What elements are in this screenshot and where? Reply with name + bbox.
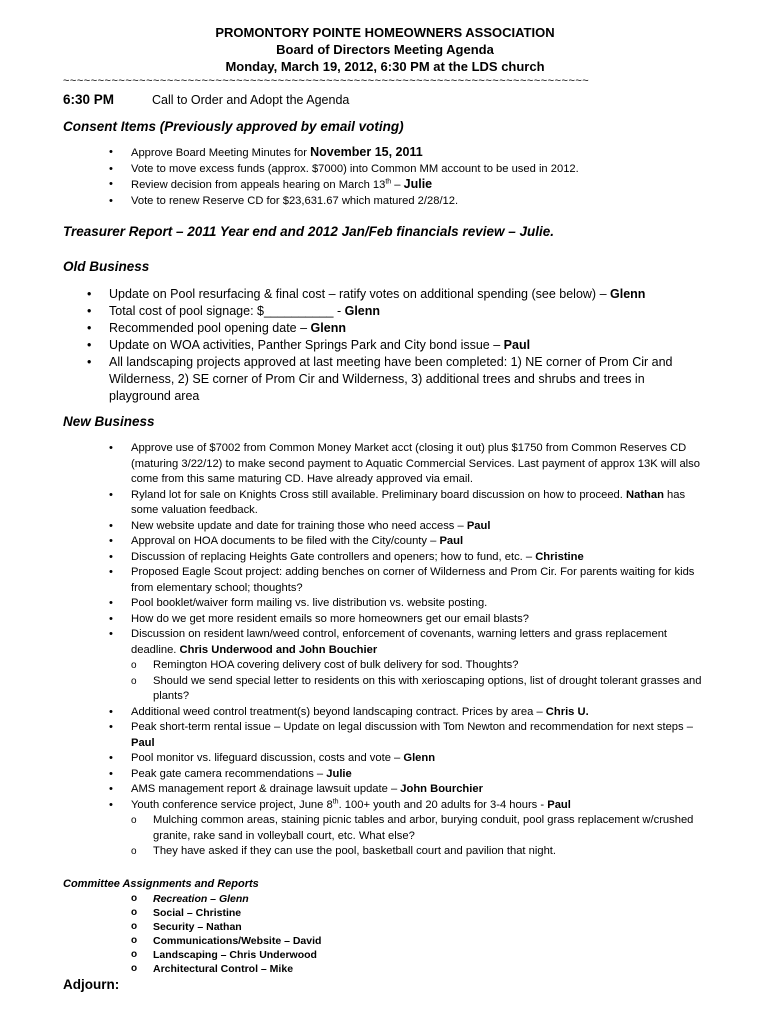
item-owner: November 15, 2011 <box>310 145 423 159</box>
committees-list <box>153 892 553 976</box>
sub-list-item: o Mulching common areas, staining picnic tables and arbor, burying conduit, pool grass replacement w/crushed granite, rake sand in volleyball court, etc. What else? <box>153 813 711 844</box>
item-owner: Julie <box>326 767 352 780</box>
committee-item <box>153 920 553 934</box>
item-text: Review decision from appeals hearing on March 13 <box>131 179 386 191</box>
item-owner: Glenn <box>344 304 381 318</box>
treasurer-heading: Treasurer Report – 2011 Year end and 2012 Jan/Feb financials review – Julie. <box>63 224 554 239</box>
new-business-item <box>131 751 711 767</box>
consent-item <box>131 145 731 162</box>
item-owner: Paul <box>547 798 571 811</box>
new-business-item <box>131 767 711 783</box>
item-text: Youth conference service project, June 8 <box>131 798 333 811</box>
committee-item <box>153 962 553 976</box>
old-business-item <box>109 286 709 303</box>
old-business-item <box>109 303 709 320</box>
committees-heading: Committee Assignments and Reports <box>63 878 259 890</box>
item-owner: John Bourchier <box>400 783 483 795</box>
new-business-item <box>131 534 711 550</box>
committee-text: Architectural Control – Mike <box>153 963 294 975</box>
item-superscript: th <box>332 797 339 805</box>
item-text: All landscaping projects approved at last meeting have been completed: 1) NE corner of Prom Cir and Wilderness, 2) SE corner of Prom Cir and Wilderness, 3) additional trees and shrubs and trees in playground area <box>109 355 673 403</box>
old-business-heading: Old Business <box>63 259 150 274</box>
item-text: Vote to move excess funds (approx. $7000) into Common MM account to be used in 2012. <box>131 162 579 175</box>
new-business-item <box>131 565 711 596</box>
item-text: has some valuation feedback. <box>131 488 686 516</box>
consent-item <box>131 177 731 194</box>
item-text: Discussion on resident lawn/weed control, enforcement of covenants, warning letters and grass replacement deadline. <box>131 628 668 656</box>
item-owner: Paul <box>131 736 155 749</box>
new-business-item <box>131 798 711 860</box>
item-text: Peak short-term rental issue – Update on legal discussion with Tom Newton and recommendation for next steps – <box>131 721 693 733</box>
item-owner: Chris Underwood and John Bouchier <box>179 643 378 656</box>
item-text: . 100+ youth and 20 adults for 3-4 hours - <box>338 798 548 811</box>
consent-item <box>131 162 731 178</box>
committee-item <box>153 948 553 962</box>
new-business-item <box>131 488 711 519</box>
item-owner: Julie <box>403 177 433 191</box>
item-text: Ryland lot for sale on Knights Cross still available. Preliminary board discussion on how to proceed. <box>131 488 626 501</box>
adjourn-label: Adjourn: <box>63 977 120 992</box>
item-text: Approve use of $7002 from Common Money Market acct (closing it out) plus $1750 from Common Reserves CD (maturing 3/22/12) to make second payment to Aquatic Commercial Services. Last payment of approx 13K will also come from this same maturing CD. Have already approved via email. <box>131 442 700 485</box>
item-text: Proposed Eagle Scout project: adding benches on corner of Wilderness and Prom Cir. For parents waiting for kids from elementary school; thoughts? <box>131 566 695 594</box>
item-text: Update on WOA activities, Panther Springs Park and City bond issue – <box>109 338 504 352</box>
sub-list-item: o Should we send special letter to residents on this with xerioscaping options, list of drought tolerant grasses and plants? <box>153 674 711 705</box>
agenda-title: Board of Directors Meeting Agenda <box>276 42 494 57</box>
sub-list-item: o Remington HOA covering delivery cost of bulk delivery for sod. Thoughts? <box>153 658 711 674</box>
item-text: How do we get more resident emails so more homeowners get our email blasts? <box>131 612 529 625</box>
new-business-item <box>131 596 711 612</box>
committee-item <box>153 934 553 948</box>
consent-item <box>131 194 731 210</box>
new-business-heading: New Business <box>63 414 155 429</box>
item-owner: Christine <box>535 550 584 563</box>
opening-text: Call to Order and Adopt the Agenda <box>152 93 350 107</box>
item-text: Pool monitor vs. lifeguard discussion, costs and vote – <box>131 752 404 764</box>
old-business-item <box>109 320 709 337</box>
sub-list <box>131 658 711 705</box>
committee-item <box>153 906 553 920</box>
new-business-item <box>131 612 711 628</box>
item-text: Recommended pool opening date – <box>109 321 311 335</box>
sub-list <box>131 813 711 860</box>
new-business-item <box>131 720 711 751</box>
opening-time: 6:30 PM <box>63 92 115 107</box>
item-text: AMS management report & drainage lawsuit update – <box>131 783 401 795</box>
item-text: Vote to renew Reserve CD for $23,631.67 which matured 2/28/12. <box>131 194 459 207</box>
item-owner: Glenn <box>403 752 436 764</box>
item-text: New website update and date for training those who need access – <box>131 519 467 532</box>
item-owner: Nathan <box>625 488 664 501</box>
committee-text: Recreation – Glenn <box>153 893 249 905</box>
item-owner: Glenn <box>610 287 646 301</box>
item-text: Pool booklet/waiver form mailing vs. live distribution vs. website posting. <box>131 597 488 609</box>
item-text: Approval on HOA documents to be filed with the City/county – <box>131 535 440 547</box>
consent-list <box>131 145 731 209</box>
item-owner: Paul <box>466 519 491 532</box>
item-text: Additional weed control treatment(s) beyond landscaping contract. Prices by area – <box>131 705 546 718</box>
new-business-item <box>131 782 711 798</box>
item-text: – <box>391 179 404 191</box>
committee-text: Communications/Website – David <box>153 935 322 947</box>
consent-heading: Consent Items (Previously approved by email voting) <box>63 119 404 134</box>
committee-text: Landscaping – Chris Underwood <box>153 949 317 961</box>
old-business-list <box>109 286 709 405</box>
item-owner: Chris U. <box>545 705 589 718</box>
item-superscript: th <box>385 178 392 186</box>
sub-list-item: o They have asked if they can use the pool, basketball court and pavilion that night. <box>153 844 711 860</box>
item-text: Update on Pool resurfacing & final cost – ratify votes on additional spending (see below) – <box>109 287 610 301</box>
item-owner: Glenn <box>310 321 346 335</box>
tilde-divider: ~~~~~~~~~~~~~~~~~~~~~~~~~~~~~~~~~~~~~~~~~~~~~~~~~~~~~~~~~~~~~~~~~~~~~~~~~~~~ <box>63 75 590 87</box>
new-business-item <box>131 705 711 721</box>
item-owner: Paul <box>503 338 531 352</box>
item-owner: Paul <box>439 535 464 547</box>
new-business-item <box>131 441 711 488</box>
new-business-item <box>131 627 711 705</box>
meeting-date: Monday, March 19, 2012, 6:30 PM at the LDS church <box>225 59 545 74</box>
old-business-item <box>109 337 709 354</box>
opening-row <box>63 92 350 107</box>
item-text: Total cost of pool signage: $__________ - <box>109 304 345 318</box>
item-text: Peak gate camera recommendations – <box>131 767 327 780</box>
committee-item <box>153 892 553 906</box>
new-business-item <box>131 519 711 535</box>
old-business-item <box>109 354 709 405</box>
item-text: Approve Board Meeting Minutes for <box>131 147 311 159</box>
item-text: Discussion of replacing Heights Gate controllers and openers; how to fund, etc. – <box>131 550 536 563</box>
new-business-list <box>131 441 711 860</box>
committee-text: Social – Christine <box>153 907 242 919</box>
new-business-item <box>131 550 711 566</box>
committee-text: Security – Nathan <box>153 921 242 933</box>
association-title: PROMONTORY POINTE HOMEOWNERS ASSOCIATION <box>215 25 555 40</box>
